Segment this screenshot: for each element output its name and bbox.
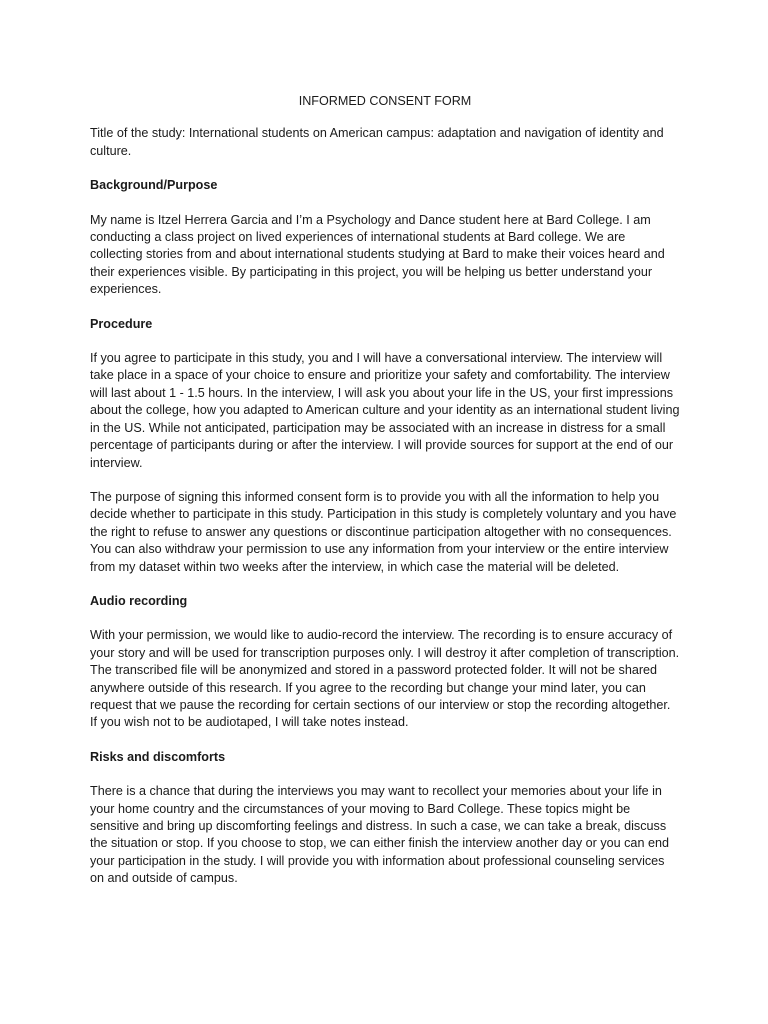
section-heading-audio-recording: Audio recording bbox=[90, 593, 188, 608]
paragraph-risks: There is a chance that during the interviews you may want to recollect your memories about your life in your home country and the circumstances of your moving to Bard College. These topics might be sensitive and bring up discomforting feelings and distress. In such a case, we can take a break, discuss the situation or stop. If you choose to stop, we can either finish the interview another day or you can end your participation in the study. I will provide you with information about professional counseling services on and outside of campus. bbox=[90, 784, 669, 886]
paragraph-procedure-1: If you agree to participate in this study, you and I will have a conversational interview. The interview will take place in a space of your choice to ensure and prioritize your safety and comfortability. The interview will last about 1 - 1.5 hours. In the interview, I will ask you about your life in the US, your first impressions about the college, how you adapted to American culture and your identity as an international student living in the US. While not anticipated, participation may be associated with an increase in distress for a small percentage of participants during or after the interview. I will provide sources for support at the end of our interview. bbox=[90, 351, 680, 470]
document-body bbox=[90, 93, 680, 905]
paragraph-background: My name is Itzel Herrera Garcia and I’m a Psychology and Dance student here at Bard College. I am conducting a class project on lived experiences of international students at Bard college. We are collecting stories from and about international students studying at Bard to make their voices heard and their experiences visible. By participating in this project, you will be helping us better understand your experiences. bbox=[90, 212, 665, 297]
section-heading-procedure: Procedure bbox=[90, 316, 153, 331]
paragraph-procedure-2: The purpose of signing this informed consent form is to provide you with all the information to help you decide whether to participate in this study. Participation in this study is completely voluntary and you have the right to refuse to answer any questions or discontinue participation altogether with no consequences. You can also withdraw your permission to use any information from your interview or the entire interview from my dataset within two weeks after the interview, in which case the material will be deleted. bbox=[90, 489, 677, 574]
study-title: Title of the study: International students on American campus: adaptation and navigation of identity and culture. bbox=[90, 126, 664, 158]
section-heading-risks: Risks and discomforts bbox=[90, 749, 226, 764]
paragraph-audio-recording: With your permission, we would like to audio-record the interview. The recording is to ensure accuracy of your story and will be used for transcription purposes only. I will destroy it after completion of transcription. The transcribed file will be anonymized and stored in a password protected folder. It will not be shared anywhere outside of this research. If you agree to the recording but change your mind later, you can request that we pause the recording for certain sections of our interview or stop the recording altogether. If you wish not to be audiotaped, I will take notes instead. bbox=[90, 628, 680, 730]
section-heading-background: Background/Purpose bbox=[90, 178, 218, 193]
form-title: INFORMED CONSENT FORM bbox=[298, 94, 472, 108]
